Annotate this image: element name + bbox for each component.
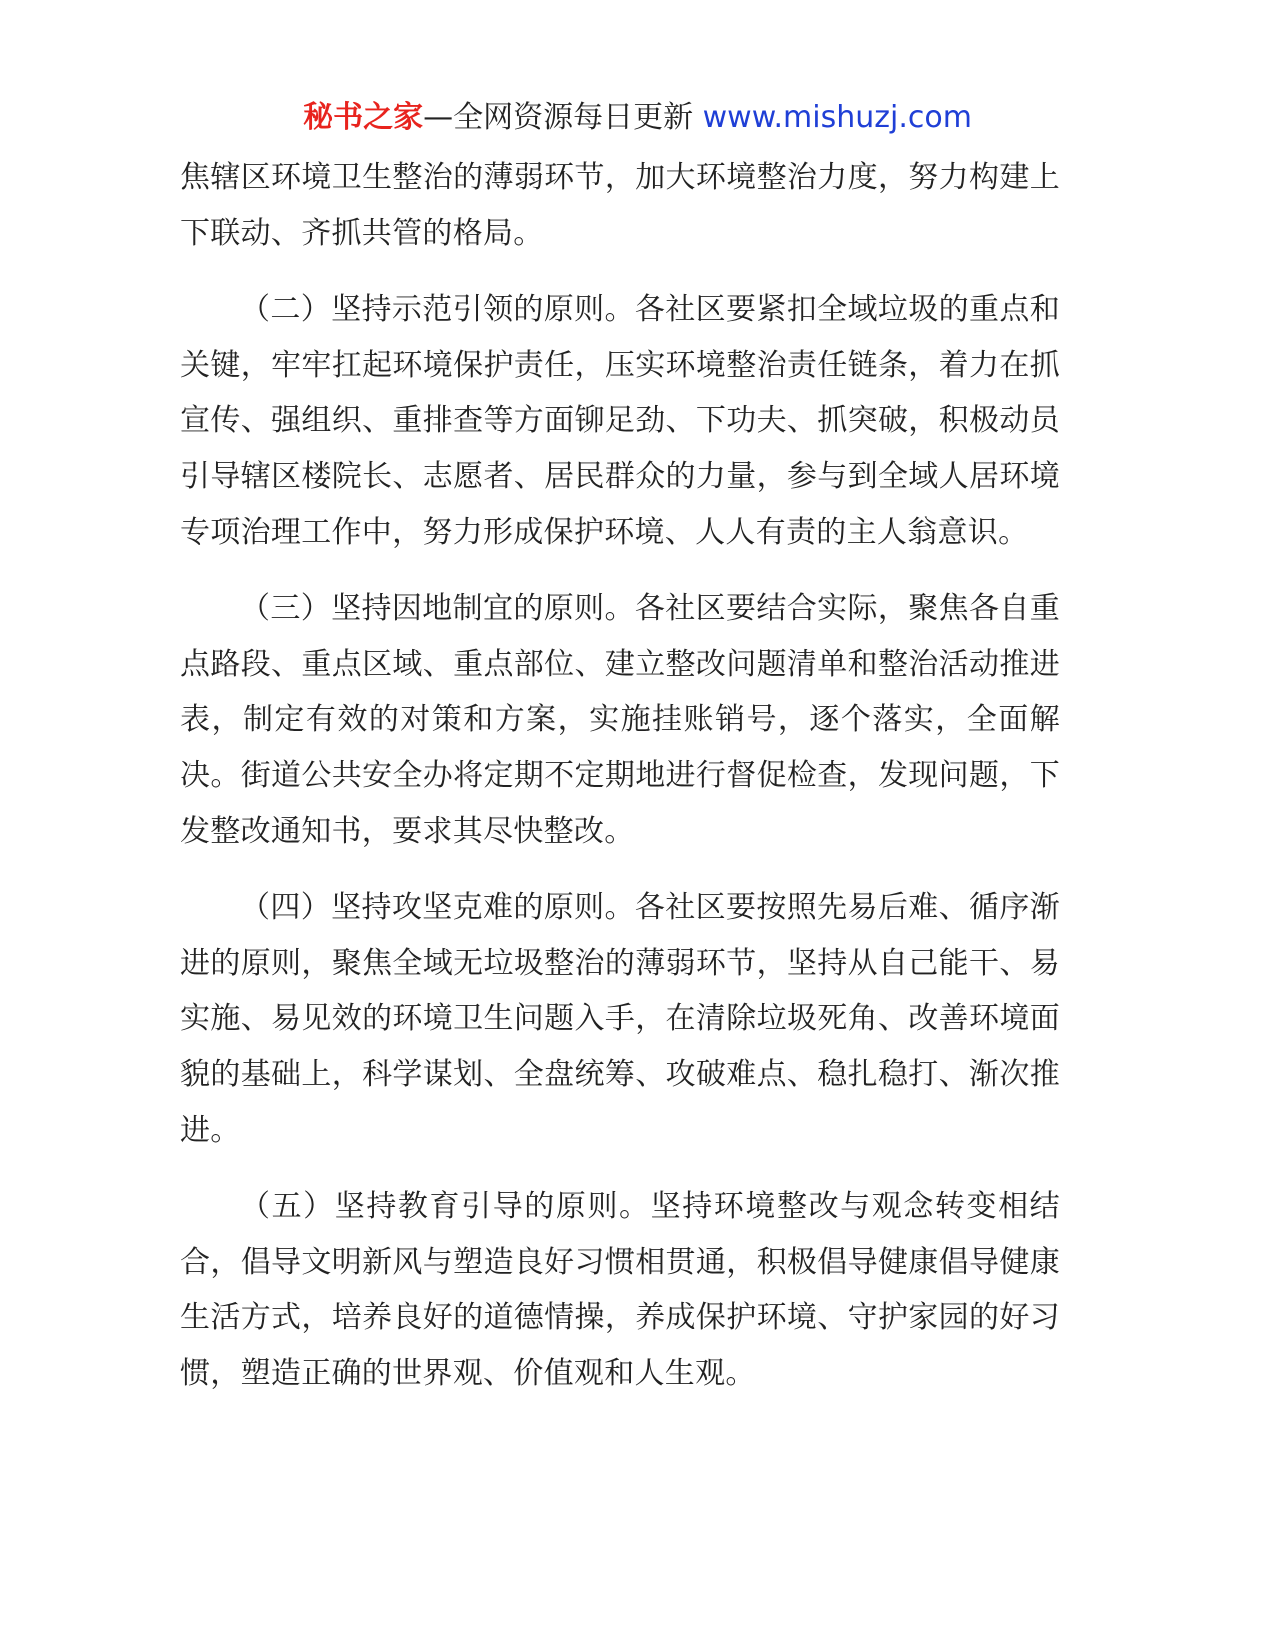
paragraph-principle-3: （三）坚持因地制宜的原则。各社区要结合实际，聚焦各自重点路段、重点区域、重点部位、建立整改问题清单和整治活动推进表，制定有效的对策和方案，实施挂账销号，逐个落实，全面解决。街道公共安全办将定期不定期地进行督促检查，发现问题，下发整改通知书，要求其尽快整改。 — [180, 591, 1060, 849]
paragraph-principle-5: （五）坚持教育引导的原则。坚持环境整改与观念转变相结合，倡导文明新风与塑造良好习惯相贯通，积极倡导健康倡导健康生活方式，培养良好的道德情操，养成保护环境、守护家园的好习惯，塑造正确的世界观、价值观和人生观。 — [180, 1189, 1060, 1391]
site-brand: 秘书之家 — [303, 100, 424, 135]
site-url-link[interactable]: www.mishuzj.com — [702, 100, 972, 135]
paragraph-principle-2: （二）坚持示范引领的原则。各社区要紧扣全域垃圾的重点和关键，牢牢扛起环境保护责任，压实环境整治责任链条，着力在抓宣传、强组织、重排查等方面铆足劲、下功夫、抓突破，积极动员引导辖区楼院长、志愿者、居民群众的力量，参与到全域人居环境专项治理工作中，努力形成保护环境、人人有责的主人翁意识。 — [180, 292, 1060, 550]
paragraph-principle-4: （四）坚持攻坚克难的原则。各社区要按照先易后难、循序渐进的原则，聚焦全域无垃圾整治的薄弱环节，坚持从自己能干、易实施、易见效的环境卫生问题入手，在清除垃圾死角、改善环境面貌的基础上，科学谋划、全盘统筹、攻破难点、稳扎稳打、渐次推进。 — [180, 890, 1060, 1148]
site-tagline: —全网资源每日更新 — [423, 100, 694, 135]
document-body — [180, 150, 1060, 1422]
site-header — [0, 98, 1275, 138]
paragraph-continuation: 焦辖区环境卫生整治的薄弱环节，加大环境整治力度，努力构建上下联动、齐抓共管的格局。 — [180, 160, 1060, 251]
